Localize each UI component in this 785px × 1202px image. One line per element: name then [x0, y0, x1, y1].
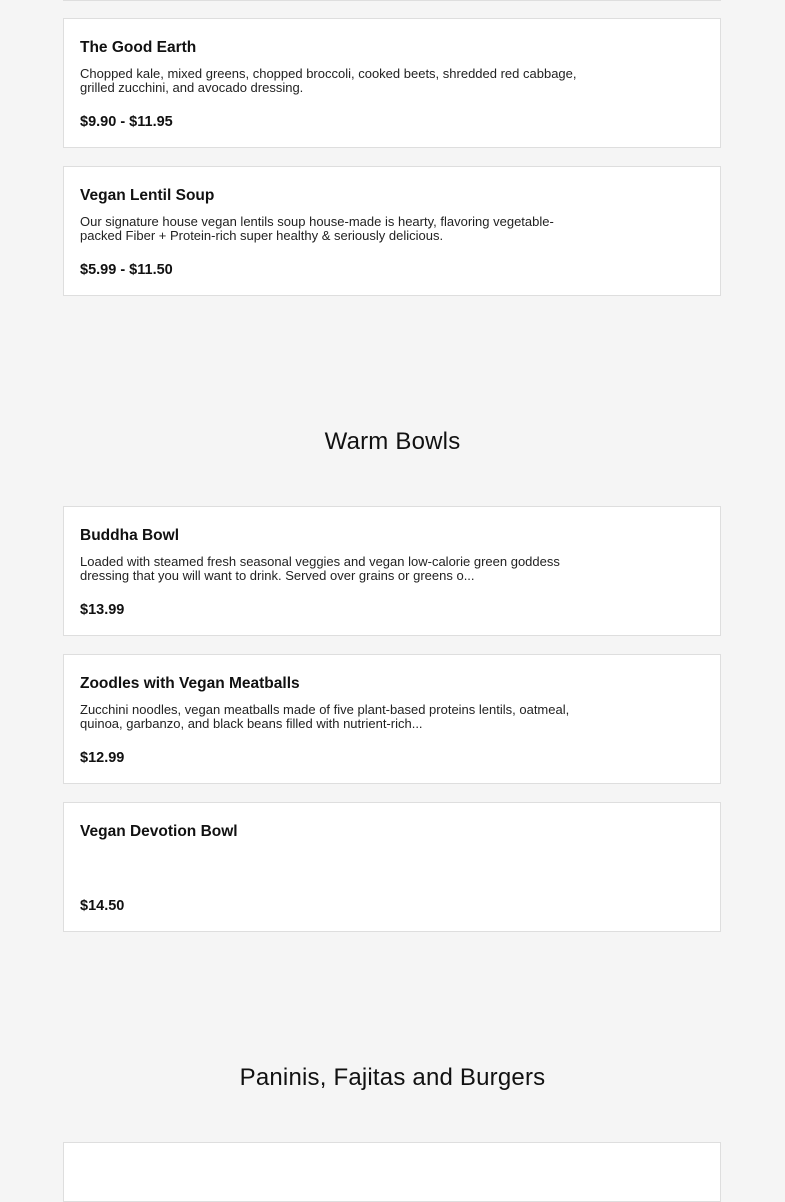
menu-item-name: Buddha Bowl — [80, 527, 180, 544]
menu-item-price: $12.99 — [80, 750, 125, 766]
menu-item-card[interactable] — [63, 166, 721, 296]
section-title-warm-bowls: Warm Bowls — [324, 428, 461, 455]
menu-item-price: $14.50 — [80, 898, 125, 914]
menu-item-description: Our signature house vegan lentils soup house-made is hearty, flavoring vegetable-packed Fiber + Protein-rich super healthy & seriously delicious. — [80, 215, 554, 243]
menu-item-card[interactable] — [63, 802, 721, 932]
menu-item-card[interactable] — [63, 506, 721, 636]
menu-item-description: Zucchini noodles, vegan meatballs made of five plant-based proteins lentils, oatmeal, quinoa, garbanzo, and black beans filled with nutrient-rich... — [80, 703, 570, 731]
menu-item-description: Loaded with steamed fresh seasonal veggies and vegan low-calorie green goddess dressing that you will want to drink. Served over grains or greens o... — [80, 555, 560, 583]
menu-item-name: The Good Earth — [80, 39, 197, 56]
menu-item-name: Zoodles with Vegan Meatballs — [80, 675, 300, 692]
menu-item-card[interactable] — [63, 18, 721, 148]
menu-item-price: $5.99 - $11.50 — [80, 262, 173, 278]
section-title-paninis-fajitas-burgers: Paninis, Fajitas and Burgers — [239, 1064, 546, 1091]
menu-item-name: Vegan Devotion Bowl — [80, 823, 238, 840]
menu-item-description: Chopped kale, mixed greens, chopped broccoli, cooked beets, shredded red cabbage, grilled zucchini, and avocado dressing. — [80, 67, 577, 95]
menu-item-name: Vegan Lentil Soup — [80, 187, 215, 204]
menu-item-card-partial[interactable] — [63, 0, 721, 1]
menu-item-card[interactable] — [63, 654, 721, 784]
menu-item-card-partial[interactable] — [63, 1142, 721, 1202]
menu-item-price: $9.90 - $11.95 — [80, 114, 173, 130]
menu-item-price: $13.99 — [80, 602, 125, 618]
